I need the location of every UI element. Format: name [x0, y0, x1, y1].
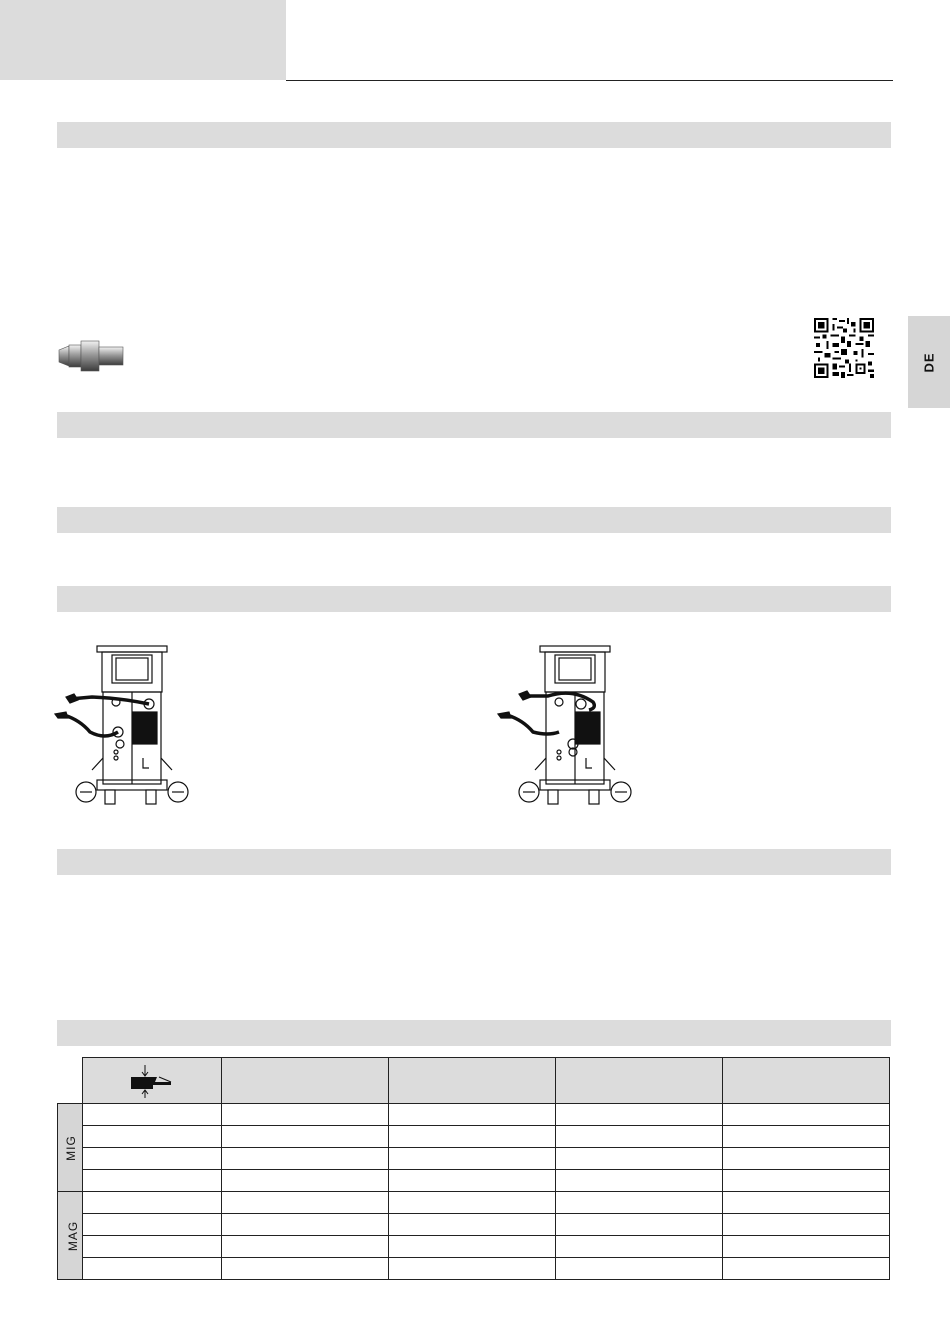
table-row — [58, 1214, 890, 1236]
column-header-4 — [556, 1058, 723, 1104]
table-row — [58, 1170, 890, 1192]
settings-table — [57, 1057, 889, 1280]
table-row — [58, 1126, 890, 1148]
column-header-2 — [222, 1058, 389, 1104]
mig-group-label: MIG — [58, 1104, 83, 1192]
column-header-3 — [389, 1058, 556, 1104]
section-band-6 — [57, 1020, 891, 1046]
column-header-5 — [723, 1058, 890, 1104]
mag-group-label: MAG — [58, 1192, 83, 1280]
section-band-5 — [57, 849, 891, 875]
table-row — [58, 1192, 890, 1214]
section-band-3 — [57, 507, 891, 533]
table-corner — [58, 1058, 83, 1104]
thickness-header — [83, 1058, 222, 1104]
section-band-2 — [57, 412, 891, 438]
language-tab[interactable] — [908, 316, 950, 408]
table-row — [58, 1104, 890, 1126]
material-thickness-icon — [127, 1063, 177, 1099]
contact-tip-adapter-icon — [55, 338, 127, 374]
welding-machine-illustration-1 — [50, 640, 190, 810]
section-band-1 — [57, 122, 891, 148]
table-row — [58, 1148, 890, 1170]
qr-code-icon — [814, 318, 874, 378]
header-rule — [286, 80, 893, 81]
section-band-4 — [57, 586, 891, 612]
language-tab-label: DE — [921, 351, 937, 373]
table-row — [58, 1236, 890, 1258]
table-row — [58, 1258, 890, 1280]
header-corner-box — [0, 0, 286, 80]
welding-machine-illustration-2 — [493, 640, 633, 810]
